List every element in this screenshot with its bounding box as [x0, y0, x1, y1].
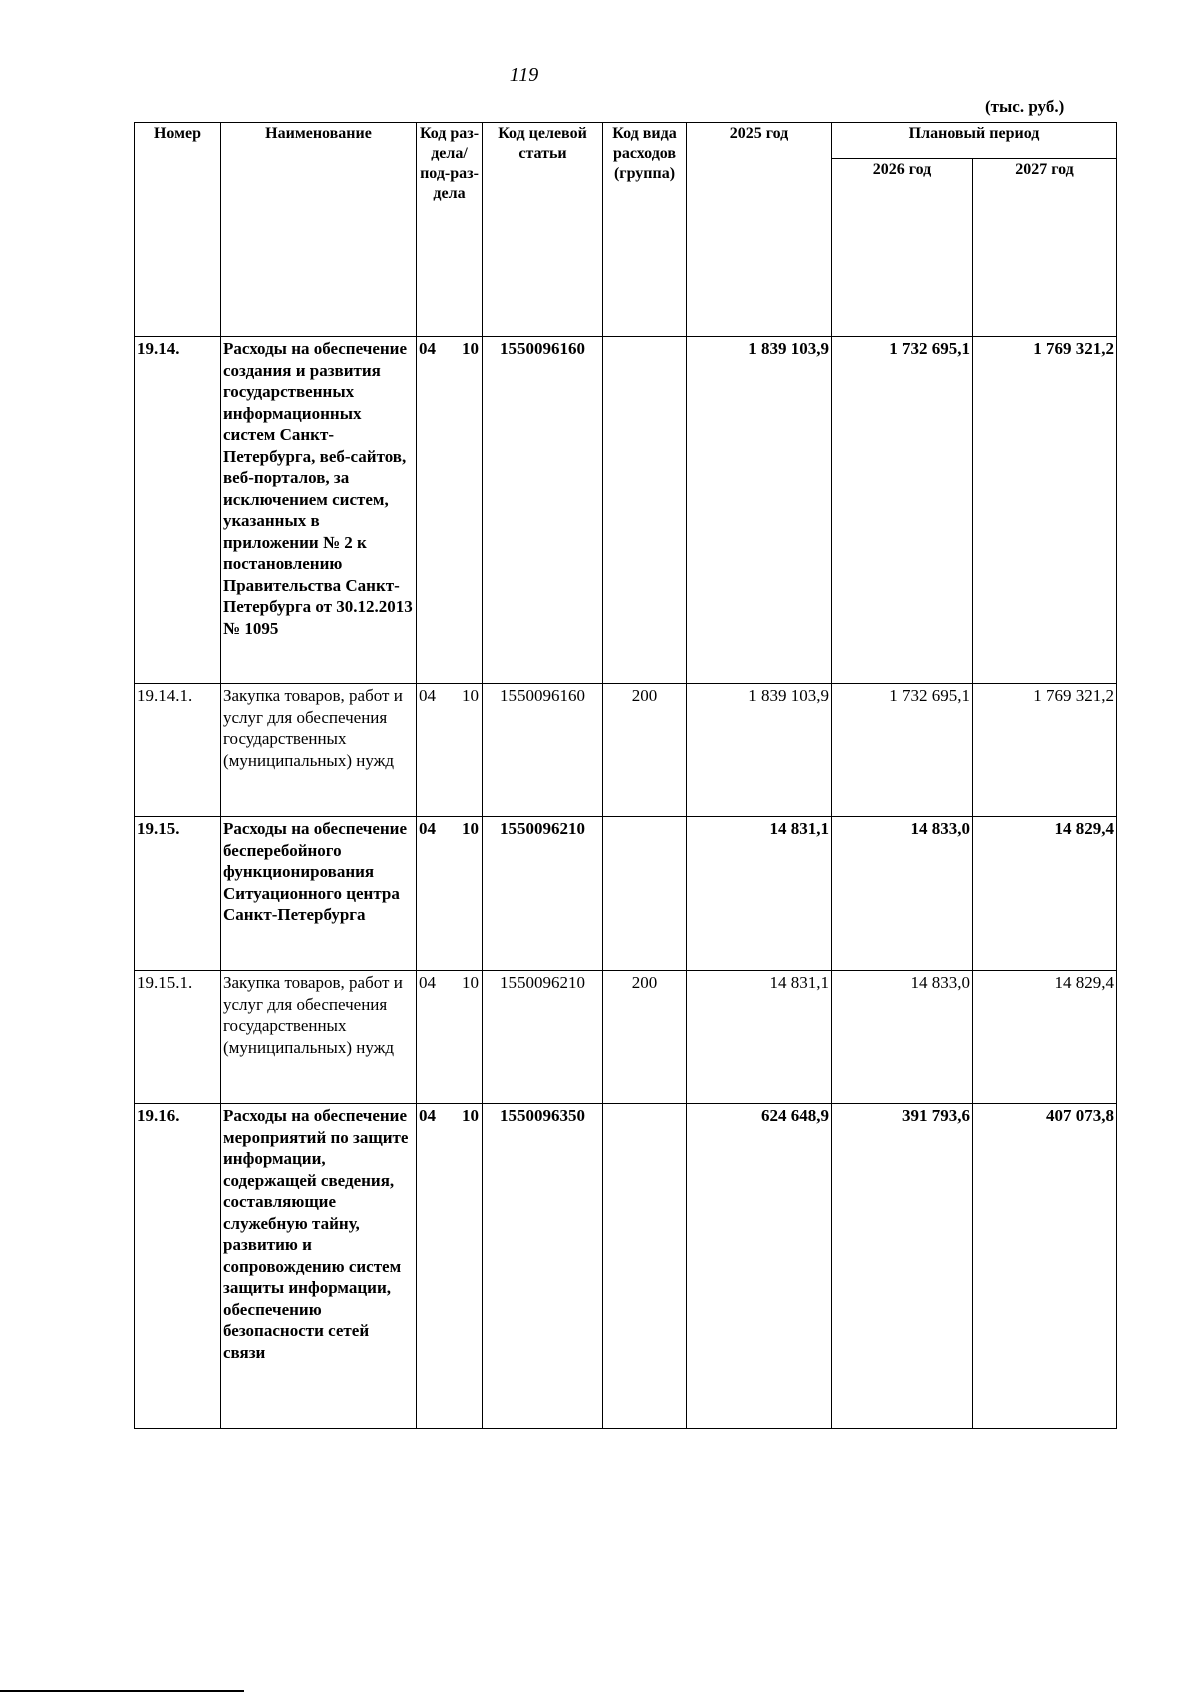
section: 04 — [419, 819, 436, 838]
row-expense-type — [603, 817, 687, 971]
subsection: 10 — [462, 819, 479, 838]
row-section-code — [417, 971, 483, 1104]
table-row — [135, 337, 1117, 684]
row-name: Расходы на обеспечение бесперебойного функционирования Ситуационного центра Санкт-Петербурга — [221, 817, 417, 971]
table-row — [135, 971, 1117, 1104]
scan-edge-line — [0, 1690, 244, 1692]
row-number: 19.16. — [135, 1104, 221, 1429]
header-name: Наименование — [221, 123, 417, 337]
row-value-2026: 1 732 695,1 — [832, 684, 973, 817]
header-expense-type: Код вида расходов (группа) — [603, 123, 687, 337]
row-value-2025: 14 831,1 — [687, 817, 832, 971]
row-section-code — [417, 337, 483, 684]
row-section-code — [417, 1104, 483, 1429]
header-target-code: Код целевой статьи — [483, 123, 603, 337]
table-row — [135, 684, 1117, 817]
row-name: Закупка товаров, работ и услуг для обеспечения государственных (муниципальных) нужд — [221, 684, 417, 817]
row-expense-type: 200 — [603, 684, 687, 817]
row-expense-type — [603, 337, 687, 684]
table-row — [135, 817, 1117, 971]
row-value-2025: 1 839 103,9 — [687, 684, 832, 817]
row-number: 19.14. — [135, 337, 221, 684]
row-value-2025: 1 839 103,9 — [687, 337, 832, 684]
units-label: (тыс. руб.) — [985, 97, 1065, 116]
header-year-2026: 2026 год — [832, 159, 973, 337]
row-target-code: 1550096210 — [483, 971, 603, 1104]
header-number: Номер — [135, 123, 221, 337]
section: 04 — [419, 973, 436, 992]
row-number: 19.15.1. — [135, 971, 221, 1104]
row-section-code — [417, 684, 483, 817]
row-value-2027: 1 769 321,2 — [973, 337, 1117, 684]
row-value-2026: 14 833,0 — [832, 817, 973, 971]
section: 04 — [419, 339, 436, 358]
section: 04 — [419, 1106, 436, 1125]
page-number: 119 — [509, 64, 539, 86]
row-name: Расходы на обеспечение создания и развития государственных информационных систем Санкт-Петербурга, веб-сайтов, веб-порталов, за исключением систем, указанных в приложении № 2 к постановлению Правительства Санкт-Петербурга от 30.12.2013 № 1095 — [221, 337, 417, 684]
header-section-code: Код раз-дела/ под-раз-дела — [417, 123, 483, 337]
row-expense-type — [603, 1104, 687, 1429]
row-value-2026: 1 732 695,1 — [832, 337, 973, 684]
table-row — [135, 1104, 1117, 1429]
row-value-2027: 407 073,8 — [973, 1104, 1117, 1429]
row-target-code: 1550096160 — [483, 684, 603, 817]
budget-table — [134, 122, 1117, 1429]
row-value-2025: 14 831,1 — [687, 971, 832, 1104]
row-value-2027: 14 829,4 — [973, 817, 1117, 971]
row-target-code: 1550096210 — [483, 817, 603, 971]
row-target-code: 1550096160 — [483, 337, 603, 684]
row-value-2027: 1 769 321,2 — [973, 684, 1117, 817]
header-year-2027: 2027 год — [973, 159, 1117, 337]
row-target-code: 1550096350 — [483, 1104, 603, 1429]
row-value-2027: 14 829,4 — [973, 971, 1117, 1104]
subsection: 10 — [462, 686, 479, 705]
row-value-2025: 624 648,9 — [687, 1104, 832, 1429]
subsection: 10 — [462, 339, 479, 358]
row-value-2026: 391 793,6 — [832, 1104, 973, 1429]
subsection: 10 — [462, 1106, 479, 1125]
header-year-2025: 2025 год — [687, 123, 832, 337]
subsection: 10 — [462, 973, 479, 992]
row-number: 19.14.1. — [135, 684, 221, 817]
row-name: Расходы на обеспечение мероприятий по защите информации, содержащей сведения, составляющие служебную тайну, развитию и сопровождению систем защиты информации, обеспечению безопасности сетей связи — [221, 1104, 417, 1429]
row-expense-type: 200 — [603, 971, 687, 1104]
row-value-2026: 14 833,0 — [832, 971, 973, 1104]
row-number: 19.15. — [135, 817, 221, 971]
row-section-code — [417, 817, 483, 971]
header-planned-period: Плановый период — [832, 123, 1117, 159]
section: 04 — [419, 686, 436, 705]
row-name: Закупка товаров, работ и услуг для обеспечения государственных (муниципальных) нужд — [221, 971, 417, 1104]
